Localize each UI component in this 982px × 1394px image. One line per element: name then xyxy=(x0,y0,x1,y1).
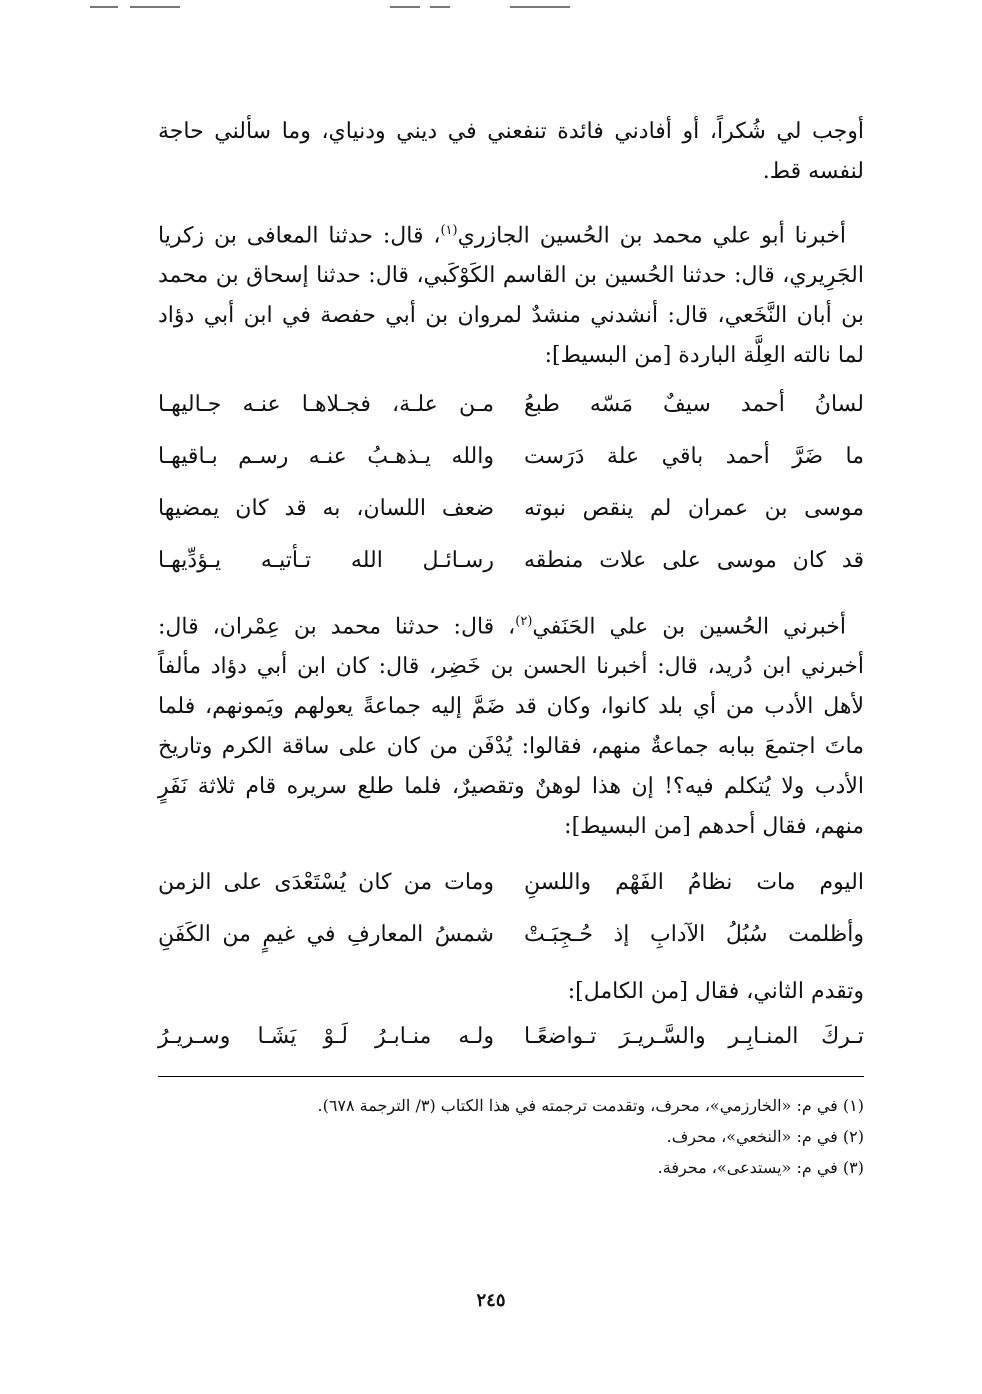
footnote-1: (١) في م: «الخارزمي»، محرف، وتقدمت ترجمته في هذا الكتاب (٣/ الترجمة ٦٧٨). xyxy=(317,1096,864,1115)
footnote-3: (٣) في م: «يستدعى»، محرفة. xyxy=(657,1158,864,1177)
verse-line-5 xyxy=(158,870,864,910)
verse-hemistich-first: ما ضَرَّ أحمد باقي علة دَرَست xyxy=(524,444,864,469)
verse-hemistich-first: قد كان موسى على علات منطقه xyxy=(524,548,864,573)
verse-hemistich-first: اليوم مات نظامُ الفَهْم واللسنِ xyxy=(524,870,864,895)
verse-hemistich-second: شمسُ المعارفِ في غيمٍ من الكَفَنِ xyxy=(158,922,494,947)
footnote-divider xyxy=(158,1076,864,1077)
verse-hemistich-second: والله يـذهـبُ عنـه رسـم بـاقيهـا xyxy=(158,444,494,469)
verse-hemistich-first: لسانُ أحمد سيفٌ مَسّه طبعُ xyxy=(524,392,864,417)
paragraph-3: أخبرني الحُسين بن علي الحَنَفي$^{(٢)}$، قال: حدثنا محمد بن عِمْران، قال: أخبرني ابن دُريد، قال: أخبرنا الحسن بن خَضِر، قال: كان ابن أبي دؤاد مألفاً لأهل الأدب من أي بلد كانوا، وكان قد ضَمَّ إليه جماعةً يعولهم ويَمونهم، فلما ماتَ اجتمعَ ببابه جماعةٌ منهم، فقالوا: يُدْفَن من كان على ساقة الكرم وتاريخ الأدب ولا يُتكلم فيه؟! إن هذا لوهنٌ وتقصيرٌ، فلما طلع سريره قام ثلاثة نَفَرٍ منهم، فقال أحدهم [من البسيط]: xyxy=(158,614,865,840)
scan-edge-marks xyxy=(90,2,590,12)
verse-line-4 xyxy=(158,548,864,588)
verse-hemistich-second: ولـه منـابـرُ لَـوْ يَشَـا وسـريـرُ xyxy=(158,1024,494,1049)
verse-hemistich-second: ضعف اللسان، به قد كان يمضيها xyxy=(158,496,494,521)
verse-hemistich-second: مـن علـة، فجـلاهـا عنـه جـاليهـا xyxy=(158,392,494,417)
footnote-ref-1: (١) xyxy=(440,223,458,238)
verse-line-2 xyxy=(158,444,864,484)
verse-hemistich-second: ومات من كان يُسْتَعْدَى على الزمن xyxy=(158,870,494,895)
paragraph-4: وتقدم الثاني، فقال [من الكامل]: xyxy=(567,979,864,1004)
footnote-ref-2: (٢) xyxy=(515,614,533,629)
verse-line-3 xyxy=(158,496,864,536)
verse-line-1 xyxy=(158,392,864,432)
verse-hemistich-first: وأظلمت سُبُلُ الآدابِ إذ حُـجِبَـتْ xyxy=(524,922,864,947)
verse-hemistich-first: تـركَ المنـابِـر والسَّـريـرَ تـواضعًـا xyxy=(524,1024,864,1049)
verse-hemistich-second: رسـائـل الله تـأتيـه يـؤدِّيهـا xyxy=(158,548,494,573)
verse-hemistich-first: موسى بن عمران لم ينقص نبوته xyxy=(524,496,864,521)
page-number: ٢٤٥ xyxy=(476,1290,506,1311)
paragraph-1: أوجب لي شُكراً، أو أفادني فائدة تنفعني في ديني ودنياي، وما سألني حاجة لنفسه قط. xyxy=(158,119,864,184)
paragraph-2: أخبرنا أبو علي محمد بن الحُسين الجازري$^{(١)}$، قال: حدثنا المعافى بن زكريا الجَرِيري، قال: حدثنا الحُسين بن القاسم الكَوْكَبي، قال: حدثنا إسحاق بن محمد بن أبان النَّخَعي، قال: أنشدني منشدٌ لمروان بن أبي حفصة في ابن أبي دؤاد لما نالته العِلَّة الباردة [من البسيط]: xyxy=(158,223,864,369)
footnotes xyxy=(158,1090,864,1183)
verse-line-7 xyxy=(158,1024,864,1064)
verse-line-6 xyxy=(158,922,864,962)
footnote-2: (٢) في م: «النخعي»، محرف. xyxy=(666,1127,864,1146)
